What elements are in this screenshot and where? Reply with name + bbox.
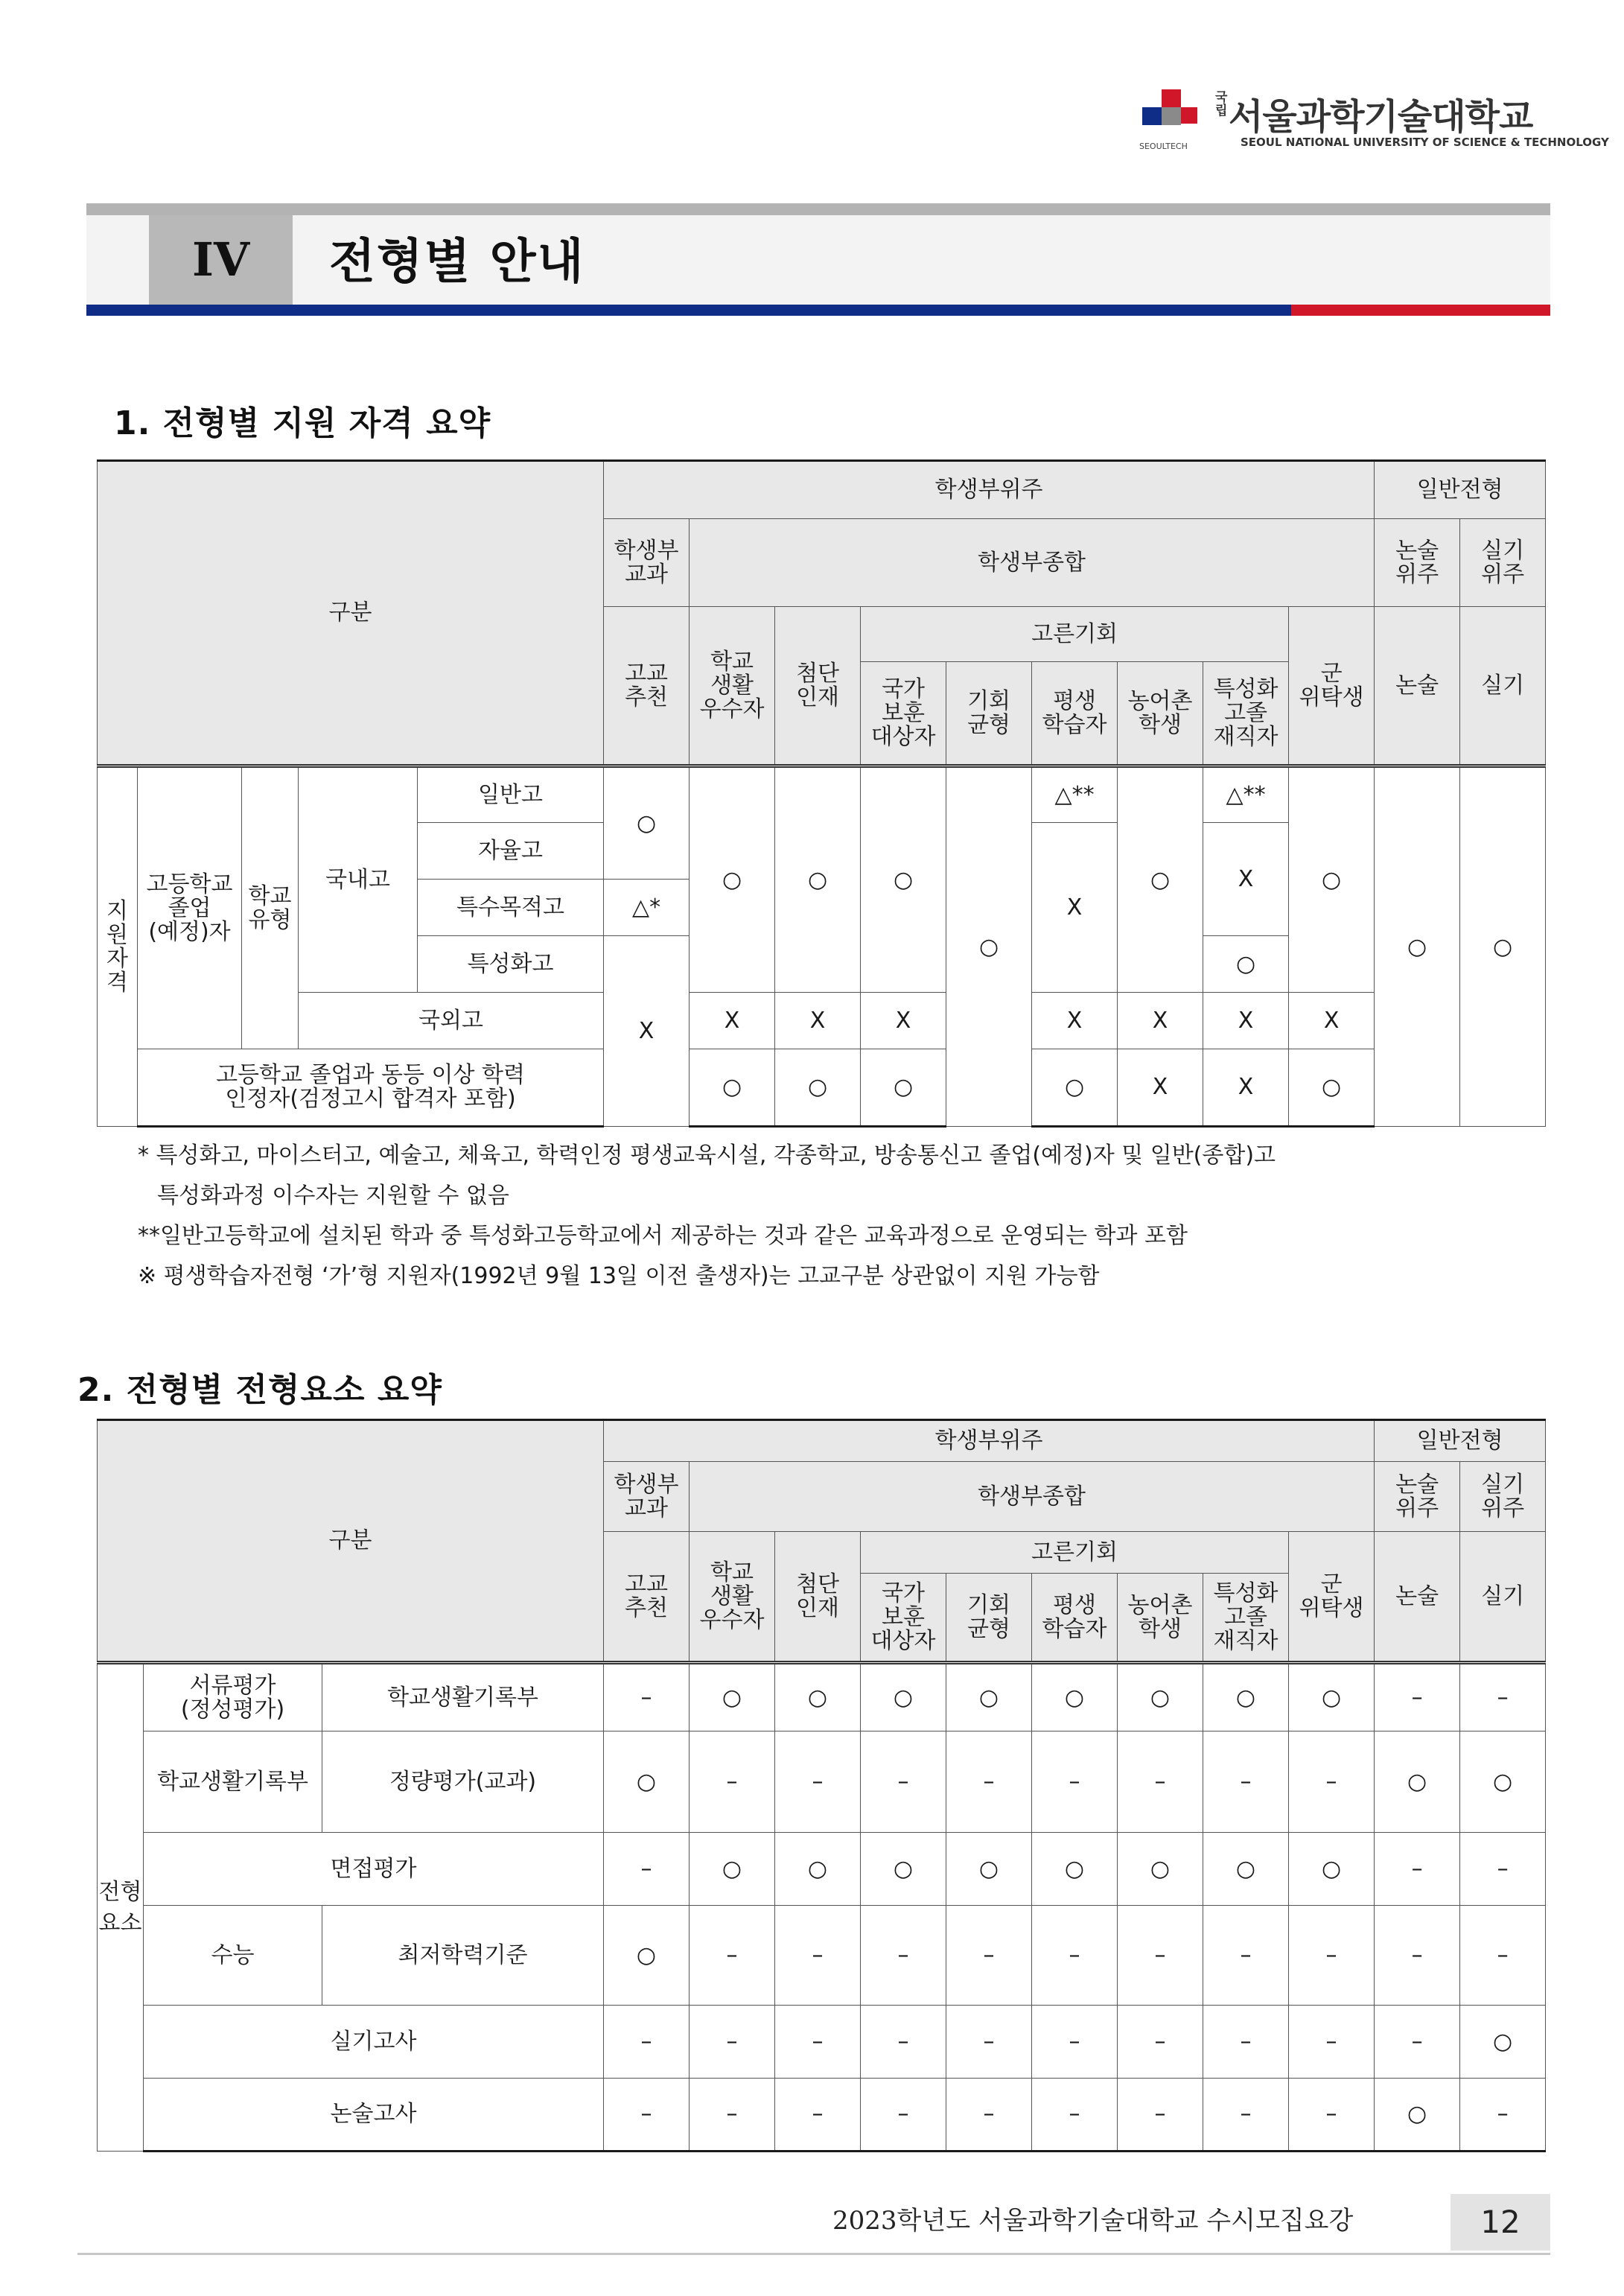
silgi-header: 실기: [1460, 607, 1546, 766]
section1-title: 1. 전형별 지원 자격 요약: [114, 404, 491, 442]
silgi-wiju-header: 실기 위주: [1460, 1462, 1546, 1532]
table-row: [98, 2079, 1546, 2152]
cell: △**: [1203, 766, 1289, 823]
cell: –: [1032, 1731, 1118, 1833]
ilban-header: 일반전형: [1375, 461, 1546, 519]
cell: ○: [946, 1663, 1032, 1731]
chapter-top-bar: [86, 203, 1550, 215]
cell: –: [946, 1731, 1032, 1833]
logo-gukrip: 국립: [1215, 90, 1228, 118]
gubun-header: 구분: [98, 461, 604, 766]
cell: –: [1118, 1731, 1203, 1833]
jonghap-header: 학생부종합: [690, 1462, 1375, 1532]
cell: ○: [1289, 1049, 1375, 1127]
row-label: 면접평가: [144, 1833, 604, 1906]
cell: ○: [1032, 1833, 1118, 1906]
silgi-wiju-header: 실기 위주: [1460, 519, 1546, 607]
cell: X: [1032, 823, 1118, 993]
gun-header: 군 위탁생: [1289, 607, 1375, 766]
note-line: 특성화과정 이수자는 지원할 수 없음: [157, 1183, 509, 1209]
gogyo-header: 고교 추천: [604, 607, 690, 766]
chapter-line-blue: [86, 305, 1291, 316]
cell: –: [1203, 1731, 1289, 1833]
cell: ○: [775, 1049, 861, 1127]
cell: ○: [690, 1049, 775, 1127]
cell: –: [1375, 2006, 1460, 2079]
cell: –: [1460, 1906, 1546, 2006]
cell: ○: [604, 766, 690, 880]
nonsul-wiju-header: 논술 위주: [1375, 1462, 1460, 1532]
cell: –: [1118, 2079, 1203, 2152]
nonsul-header: 논술: [1375, 607, 1460, 766]
hakgyo-header: 학교 생활 우수자: [690, 1532, 775, 1663]
cell: –: [604, 1663, 690, 1731]
cell: ○: [946, 766, 1032, 1127]
cell: X: [1203, 823, 1289, 936]
godeung-label: 고등학교 졸업 (예정)자: [138, 766, 242, 1049]
cell: –: [946, 2006, 1032, 2079]
teukhwa-label: 특성화고: [418, 936, 604, 993]
cell: ○: [1460, 766, 1546, 1127]
cell: –: [1375, 1833, 1460, 1906]
teuk-header: 특성화 고졸 재직자: [1203, 662, 1289, 766]
cell: ○: [1375, 1731, 1460, 1833]
cell: ○: [861, 1049, 946, 1127]
hakgyo-header: 학교 생활 우수자: [690, 607, 775, 766]
chapter-number: IV: [149, 215, 293, 305]
logo-seoultech: SEOULTECH: [1139, 141, 1188, 151]
gubun-header: 구분: [98, 1420, 604, 1663]
gun-header: 군 위탁생: [1289, 1532, 1375, 1663]
gungnae-label: 국내고: [299, 766, 418, 993]
cell: –: [1289, 1731, 1375, 1833]
gukga-header: 국가 보훈 대상자: [861, 1574, 946, 1663]
university-logo: [1139, 88, 1609, 155]
gihoe-header: 기회 균형: [946, 662, 1032, 766]
cell: –: [690, 1906, 775, 2006]
jayulgo-label: 자율고: [418, 823, 604, 880]
cell: ○: [861, 1833, 946, 1906]
note-line: * 특성화고, 마이스터고, 예술고, 체육고, 학력인정 평생교육시설, 각종학교, 방송통신고 졸업(예정)자 및 일반(종합)고: [138, 1142, 1276, 1168]
footer-line: [77, 2253, 1550, 2255]
dongdeung-label: 고등학교 졸업과 동등 이상 학력 인정자(검정고시 합격자 포함): [138, 1049, 604, 1127]
cell: ○: [604, 1731, 690, 1833]
cell: X: [604, 936, 690, 1127]
cell: ○: [1032, 1663, 1118, 1731]
cell: ○: [775, 1663, 861, 1731]
cell: –: [604, 2079, 690, 2152]
table-row: [98, 1731, 1546, 1833]
cell: ○: [861, 766, 946, 993]
page-number: 12: [1451, 2194, 1550, 2251]
cell: ○: [1118, 766, 1203, 993]
gyogwa-header: 학생부 교과: [604, 1462, 690, 1532]
gogyo-header: 고교 추천: [604, 1532, 690, 1663]
cell: ○: [1118, 1833, 1203, 1906]
chapter-line-red: [1291, 305, 1550, 316]
teuksu-label: 특수목적고: [418, 880, 604, 936]
cell: ○: [1375, 2079, 1460, 2152]
gugwoe-label: 국외고: [299, 993, 604, 1049]
cell: –: [861, 1906, 946, 2006]
row-label: 서류평가 (정성평가): [144, 1663, 322, 1731]
cell: ○: [775, 766, 861, 993]
row-label: 정량평가(교과): [322, 1731, 604, 1833]
cell: –: [1203, 1906, 1289, 2006]
cell: –: [775, 1906, 861, 2006]
cell: –: [775, 2079, 861, 2152]
row-label: 학교생활기록부: [144, 1731, 322, 1833]
nong-header: 농어촌 학생: [1118, 1574, 1203, 1663]
cell: –: [1289, 2006, 1375, 2079]
nong-header: 농어촌 학생: [1118, 662, 1203, 766]
cell: –: [1032, 2079, 1118, 2152]
cell: –: [1032, 1906, 1118, 2006]
cell: ○: [775, 1833, 861, 1906]
cell: –: [1032, 2006, 1118, 2079]
yuhyeong-label: 학교 유형: [242, 766, 299, 1049]
cell: ○: [1203, 936, 1289, 993]
cell: X: [1289, 993, 1375, 1049]
cell: –: [946, 1906, 1032, 2006]
jiwon-label: 지원자격: [98, 766, 138, 1127]
row-label: 학교생활기록부: [322, 1663, 604, 1731]
cell: –: [1118, 2006, 1203, 2079]
cell: ○: [1203, 1663, 1289, 1731]
cell: –: [1460, 1833, 1546, 1906]
cell: –: [690, 1731, 775, 1833]
teuk-header: 특성화 고졸 재직자: [1203, 1574, 1289, 1663]
cell: –: [861, 2079, 946, 2152]
table-row: [98, 1663, 1546, 1731]
cell: ○: [861, 1663, 946, 1731]
gukga-header: 국가 보훈 대상자: [861, 662, 946, 766]
cell: X: [1203, 993, 1289, 1049]
ilbango-label: 일반고: [418, 766, 604, 823]
cell: ○: [1203, 1833, 1289, 1906]
silgi-header: 실기: [1460, 1532, 1546, 1663]
cell: –: [1375, 1663, 1460, 1731]
elements-table: [97, 1419, 1546, 2152]
row-label: 수능: [144, 1906, 322, 2006]
logo-korean-name: 서울과학기술대학교: [1229, 96, 1533, 138]
cell: ○: [690, 1833, 775, 1906]
pyeong-header: 평생 학습자: [1032, 1574, 1118, 1663]
cell: ○: [690, 1663, 775, 1731]
cell: X: [1032, 993, 1118, 1049]
chapter-band: [86, 215, 1550, 305]
cell: X: [1118, 993, 1203, 1049]
cell: ○: [1460, 1731, 1546, 1833]
cell: –: [1289, 2079, 1375, 2152]
cell: –: [604, 1833, 690, 1906]
cell: ○: [690, 766, 775, 993]
goreun-header: 고른기회: [861, 1532, 1289, 1574]
cell: –: [690, 2079, 775, 2152]
eligibility-table: [97, 459, 1546, 1128]
cell: X: [861, 993, 946, 1049]
cell: ○: [1289, 1833, 1375, 1906]
cell: ○: [1460, 2006, 1546, 2079]
cell: –: [861, 2006, 946, 2079]
cell: –: [775, 2006, 861, 2079]
cell: –: [690, 2006, 775, 2079]
nonsul-header: 논술: [1375, 1532, 1460, 1663]
cell: –: [861, 1731, 946, 1833]
hakgwi-header: 학생부위주: [604, 1420, 1375, 1462]
cell: X: [690, 993, 775, 1049]
cell: –: [604, 2006, 690, 2079]
cell: –: [1289, 1906, 1375, 2006]
notes: [138, 1136, 1553, 1297]
cell: ○: [1289, 1663, 1375, 1731]
cell: ○: [946, 1833, 1032, 1906]
cell: ○: [1375, 766, 1460, 1127]
cell: –: [1203, 2079, 1289, 2152]
cell: –: [1375, 1906, 1460, 2006]
cell: △**: [1032, 766, 1118, 823]
row-label: 논술고사: [144, 2079, 604, 2152]
cell: ○: [1118, 1663, 1203, 1731]
cell: –: [1203, 2006, 1289, 2079]
nonsul-wiju-header: 논술 위주: [1375, 519, 1460, 607]
note-line: **일반고등학교에 설치된 학과 중 특성화고등학교에서 제공하는 것과 같은 교육과정으로 운영되는 학과 포함: [138, 1223, 1188, 1249]
cell: –: [1460, 2079, 1546, 2152]
cell: –: [775, 1731, 861, 1833]
cell: –: [1460, 1663, 1546, 1731]
cell: –: [1118, 1906, 1203, 2006]
table-row: [98, 1906, 1546, 2006]
ilban-header: 일반전형: [1375, 1420, 1546, 1462]
chapter-title: 전형별 안내: [329, 235, 585, 290]
jonghap-header: 학생부종합: [690, 519, 1375, 607]
cell: X: [775, 993, 861, 1049]
cell: ○: [1032, 1049, 1118, 1127]
logo-english-name: SEOUL NATIONAL UNIVERSITY OF SCIENCE & TECHNOLOGY: [1241, 136, 1609, 149]
gihoe-header: 기회 균형: [946, 1574, 1032, 1663]
cell: ○: [1289, 766, 1375, 993]
pyeong-header: 평생 학습자: [1032, 662, 1118, 766]
logo-mark-icon: [1139, 88, 1211, 140]
table-row: [98, 2006, 1546, 2079]
cell: △*: [604, 880, 690, 936]
cheomdan-header: 첨단 인재: [775, 607, 861, 766]
section2-title: 2. 전형별 전형요소 요약: [77, 1371, 442, 1409]
note-line: ※ 평생학습자전형 ‘가’형 지원자(1992년 9월 13일 이전 출생자)는 고교구분 상관없이 지원 가능함: [138, 1263, 1100, 1289]
hakgwi-header: 학생부위주: [604, 461, 1375, 519]
cell: X: [1118, 1049, 1203, 1127]
cell: –: [946, 2079, 1032, 2152]
goreun-header: 고른기회: [861, 607, 1289, 662]
row-label: 최저학력기준: [322, 1906, 604, 2006]
footer-text: 2023학년도 서울과학기술대학교 수시모집요강: [832, 2206, 1354, 2236]
gyogwa-header: 학생부 교과: [604, 519, 690, 607]
cheomdan-header: 첨단 인재: [775, 1532, 861, 1663]
jeonhyeong-label: 전형요소: [98, 1663, 144, 2152]
cell: ○: [604, 1906, 690, 2006]
table-row: [98, 1833, 1546, 1906]
row-label: 실기고사: [144, 2006, 604, 2079]
cell: X: [1203, 1049, 1289, 1127]
